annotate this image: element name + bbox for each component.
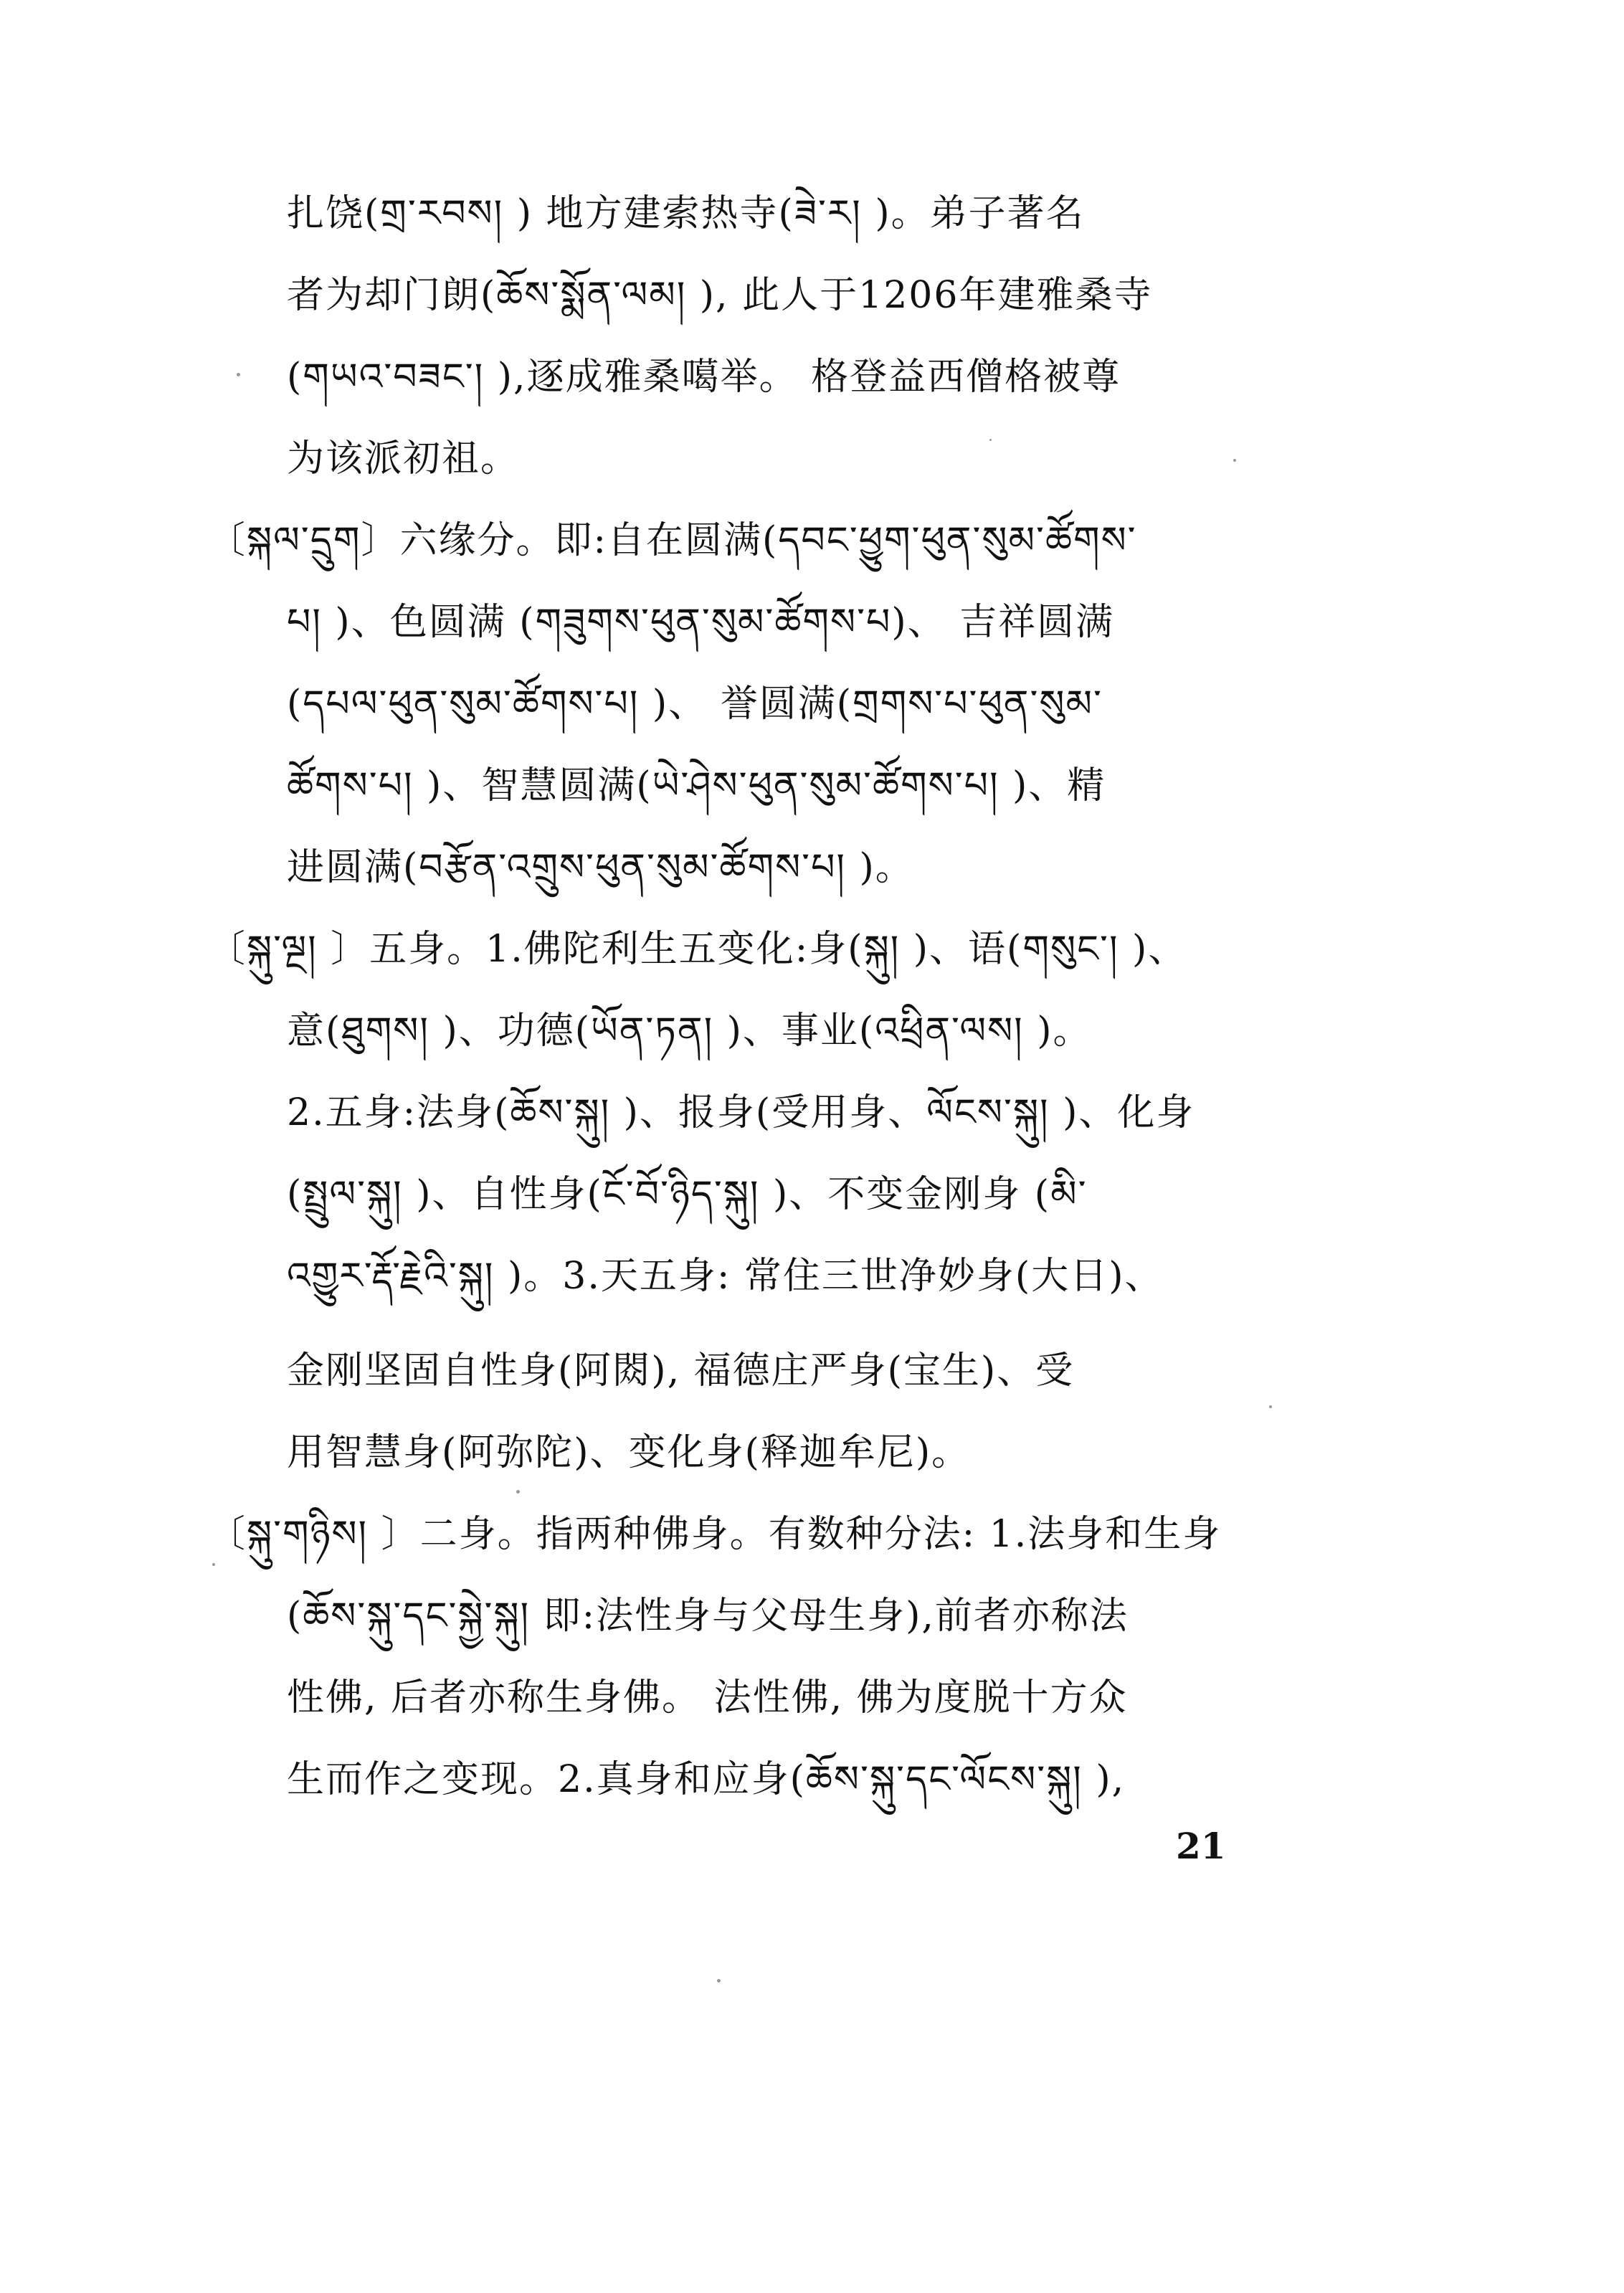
text-line-14: འགྱུར་རྡོ་རྗེའི་སྐུ། )。3.天五身: 常住三世净妙身(大日)、 — [287, 1255, 1164, 1298]
text-line-2: 者为却门朗(ཆོས་སྨོན་ལམ། ), 此人于1206年建雅桑寺 — [287, 274, 1153, 317]
text-line-7: (དཔལ་ཕུན་སུམ་ཚོགས་པ། )、 誉圆满(གྲགས་པ་ཕུན་སུམ་ — [287, 683, 1103, 726]
scan-speck — [1269, 1405, 1272, 1408]
text-line-16: 用智慧身(阿弥陀)、变化身(释迦牟尼)。 — [287, 1431, 971, 1474]
text-line-3: (གཡའ་བཟང་། ),逐成雅桑噶举。 格登益西僧格被尊 — [287, 356, 1121, 399]
text-line-13: (སྤྲུལ་སྐུ། )、自性身(ངོ་བོ་ཉིད་སྐུ། )、不变金刚身 (མི་ — [287, 1173, 1088, 1216]
scan-speck — [237, 373, 240, 376]
scan-speck — [212, 1563, 215, 1566]
text-line-11: 意(ཐུགས། )、功德(ཡོན་ཏན། )、事业(འཕྲིན་ལས། )。 — [287, 1010, 1092, 1053]
text-line-15: 金刚坚固自性身(阿閦), 福德庄严身(宝生)、受 — [287, 1349, 1075, 1392]
text-line-12: 2.五身:法身(ཆོས་སྐུ། )、报身(受用身、ལོངས་སྐུ། )、化身 — [287, 1091, 1195, 1134]
text-line-18: (ཆོས་སྐུ་དང་སྐྱེ་སྐུ། 即:法性身与父母生身),前者亦称法 — [287, 1595, 1129, 1638]
entry-heading-sku-lnga: 〔སྐུ་ལྔ། 〕五身。1.佛陀利生五变化:身(སྐུ། )、语(གསུང་། )、 — [208, 928, 1187, 971]
text-line-4: 为该派初祖。 — [287, 437, 520, 480]
page-number: 21 — [1176, 1825, 1226, 1867]
scan-speck — [1233, 459, 1236, 462]
text-line-20: 生而作之变现。2.真身和应身(ཆོས་སྐུ་དང་ལོངས་སྐུ། ), — [287, 1758, 1126, 1801]
scan-speck — [516, 1490, 520, 1494]
text-line-6: པ། )、色圆满 (གཟུགས་ཕུན་སུམ་ཚོགས་པ)、 吉祥圆满 — [287, 601, 1115, 644]
entry-heading-sku-gnyis: 〔སྐུ་གཉིས། 〕二身。指两种佛身。有数种分法: 1.法身和生身 — [208, 1513, 1222, 1556]
text-line-8: ཚོགས་པ། )、智慧圆满(ཡེ་ཤེས་ཕུན་སུམ་ཚོགས་པ། )、精 — [287, 764, 1106, 807]
text-line-1: 扎饶(གྲ་རབས། ) 地方建索热寺(ཟེ་ར། )。弟子著名 — [287, 192, 1085, 235]
scan-speck — [717, 1979, 721, 1983]
entry-heading-skal-drug: 〔སྐལ་དྲུག〕六缘分。即:自在圆满(དབང་ཕྱུག་ཕུན་སུམ་ཚོགས་ — [208, 519, 1137, 562]
text-line-9: 进圆满(བརྩོན་འགྲུས་ཕུན་སུམ་ཚོགས་པ། )。 — [287, 846, 914, 889]
text-line-19: 性佛, 后者亦称生身佛。 法性佛, 佛为度脱十方众 — [287, 1676, 1128, 1719]
scan-speck — [989, 439, 992, 441]
